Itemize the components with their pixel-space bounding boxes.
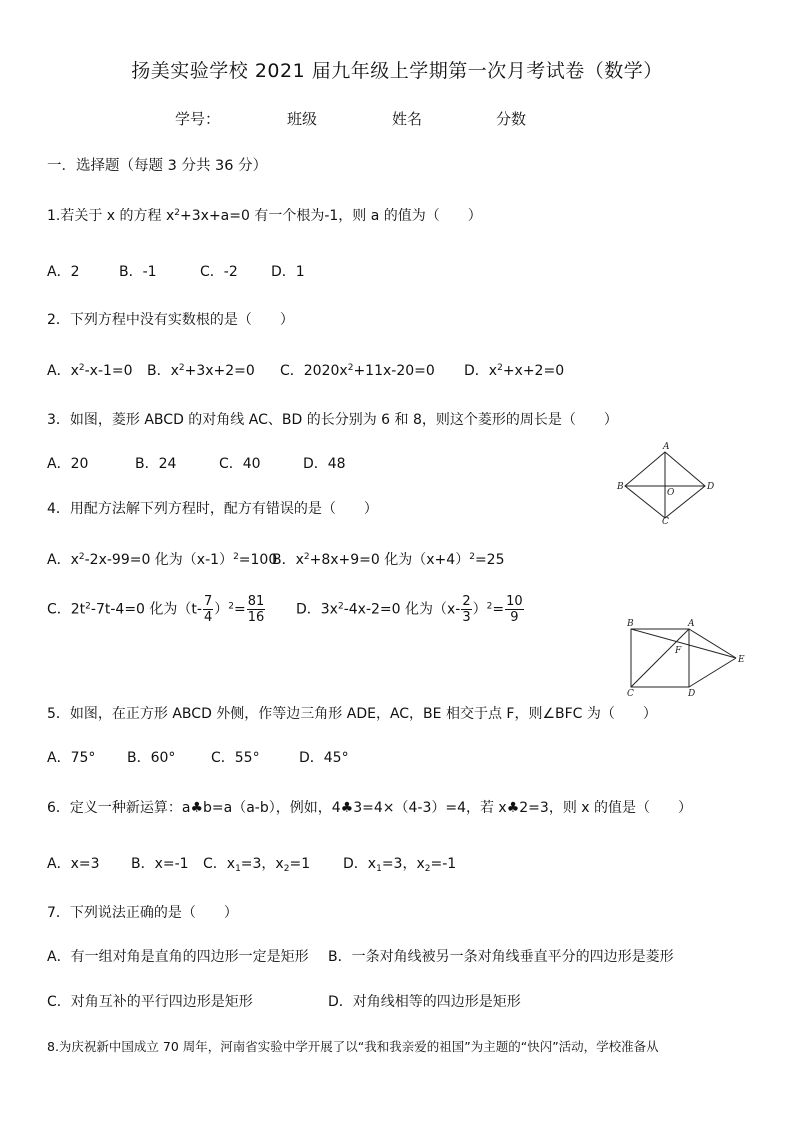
question-7-stem: 7．下列说法正确的是（ ） (47, 905, 238, 921)
q4-option-d: D．$3x^2-4x-2=0$ 化为（x- $\frac{2}{3}$ ）$^2$= $\frac{10}{9}$ (296, 594, 523, 625)
question-2-stem: 2．下列方程中没有实数根的是（ ） (47, 312, 294, 328)
q1-option-a: A．2 (47, 264, 80, 280)
q2-option-b: B．$x^2+3x+2=0$ (147, 363, 255, 379)
label-c: C (627, 689, 634, 698)
q1-option-b: B．-1 (119, 264, 157, 280)
q3-option-b: B．24 (135, 456, 177, 472)
q1-option-c: C．-2 (200, 264, 238, 280)
section-heading: 一．选择题（每题 3 分共 36 分） (47, 158, 268, 174)
label-e: E (738, 655, 745, 665)
square-triangle-figure (618, 616, 752, 698)
label-o: O (667, 488, 675, 498)
q4-option-a: A．$x^2-2x-99=0$ 化为$(x-1)^2=100$ (47, 552, 278, 568)
label-d: D (707, 482, 715, 492)
q2-option-a: A．$x^2-x-1=0$ (47, 363, 133, 379)
rhombus-figure (610, 440, 720, 524)
q4-option-c: C．$2t^2-7t-4=0$ 化为（t- $\frac{7}{4}$ ）$^2$= $\frac{81}{16}$ (47, 594, 265, 625)
label-f: F (675, 646, 682, 656)
q3-option-a: A．20 (47, 456, 89, 472)
q6-option-d: D．$x_1=3$，$x_2=-1$ (343, 856, 457, 874)
q5-option-b: B．60° (127, 750, 176, 766)
question-3-stem: 3．如图，菱形 ABCD 的对角线 AC、BD 的长分别为 6 和 8，则这个菱形的周长是（ ） (47, 412, 618, 428)
q7-option-c: C．对角互补的平行四边形是矩形 (47, 994, 253, 1010)
q4-option-b: B．$x^2+8x+9=0$ 化为$(x+4)^2=25$ (272, 552, 505, 568)
q7-option-d: D．对角线相等的四边形是矩形 (328, 994, 521, 1010)
fraction: $\frac{10}{9}$ (506, 594, 523, 625)
q6-option-c: C．$x_1=3$，$x_2=1$ (203, 856, 311, 874)
fraction: $\frac{81}{16}$ (247, 594, 265, 625)
q5-option-a: A．75° (47, 750, 96, 766)
superscript: 2 (174, 208, 181, 218)
exam-title: 扬美实验学校 2021 届九年级上学期第一次月考试卷（数学） (131, 60, 663, 82)
label-c: C (662, 517, 669, 524)
label-a: A (688, 619, 695, 629)
fraction: $\frac{7}{4}$ (203, 594, 213, 625)
question-4-stem: 4．用配方法解下列方程时，配方有错误的是（ ） (47, 501, 378, 517)
q7-option-a: A．有一组对角是直角的四边形一定是矩形 (47, 949, 309, 965)
question-1-stem (47, 205, 482, 225)
q1-stem-part: +3x+a=0 有一个根为-1，则 a 的值为（ ） (180, 208, 482, 224)
q6-option-b: B．x=-1 (131, 856, 189, 872)
q5-option-c: C．55° (211, 750, 260, 766)
fraction: $\frac{2}{3}$ (462, 594, 471, 625)
q3-option-d: D．48 (303, 456, 346, 472)
question-6-stem: 6．定义一种新运算：a♣b=a（a-b），例如，4♣3=4×（4-3）=4，若 x♣2=3，则 x 的值是（ ） (47, 800, 693, 816)
q5-option-d: D．45° (299, 750, 349, 766)
q3-option-c: C．40 (219, 456, 261, 472)
q2-option-c: C．$2020x^2+11x-20=0$ (280, 363, 435, 379)
label-a: A (663, 442, 670, 452)
q1-option-d: D．1 (271, 264, 305, 280)
class-label: 班级 (287, 110, 318, 128)
student-no-label: 学号： (175, 110, 221, 128)
score-label: 分数 (496, 110, 527, 128)
label-b: B (627, 619, 634, 629)
label-d: D (688, 689, 696, 698)
label-b: B (617, 482, 624, 492)
question-8-stem: 8.为庆祝新中国成立 70 周年，河南省实验中学开展了以“我和我亲爱的祖国”为主题的“快闪”活动，学校准备从 (47, 1039, 659, 1054)
q1-stem-part: 1.若关于 x 的方程 x (47, 208, 175, 224)
question-5-stem: 5．如图，在正方形 ABCD 外侧，作等边三角形 ADE，AC，BE 相交于点 F，则∠BFC 为（ ） (47, 706, 657, 722)
q2-option-d: D．$x^2+x+2=0$ (464, 363, 565, 379)
q7-option-b: B．一条对角线被另一条对角线垂直平分的四边形是菱形 (328, 949, 674, 965)
name-label: 姓名 (392, 110, 423, 128)
q6-option-a: A．x=3 (47, 856, 100, 872)
